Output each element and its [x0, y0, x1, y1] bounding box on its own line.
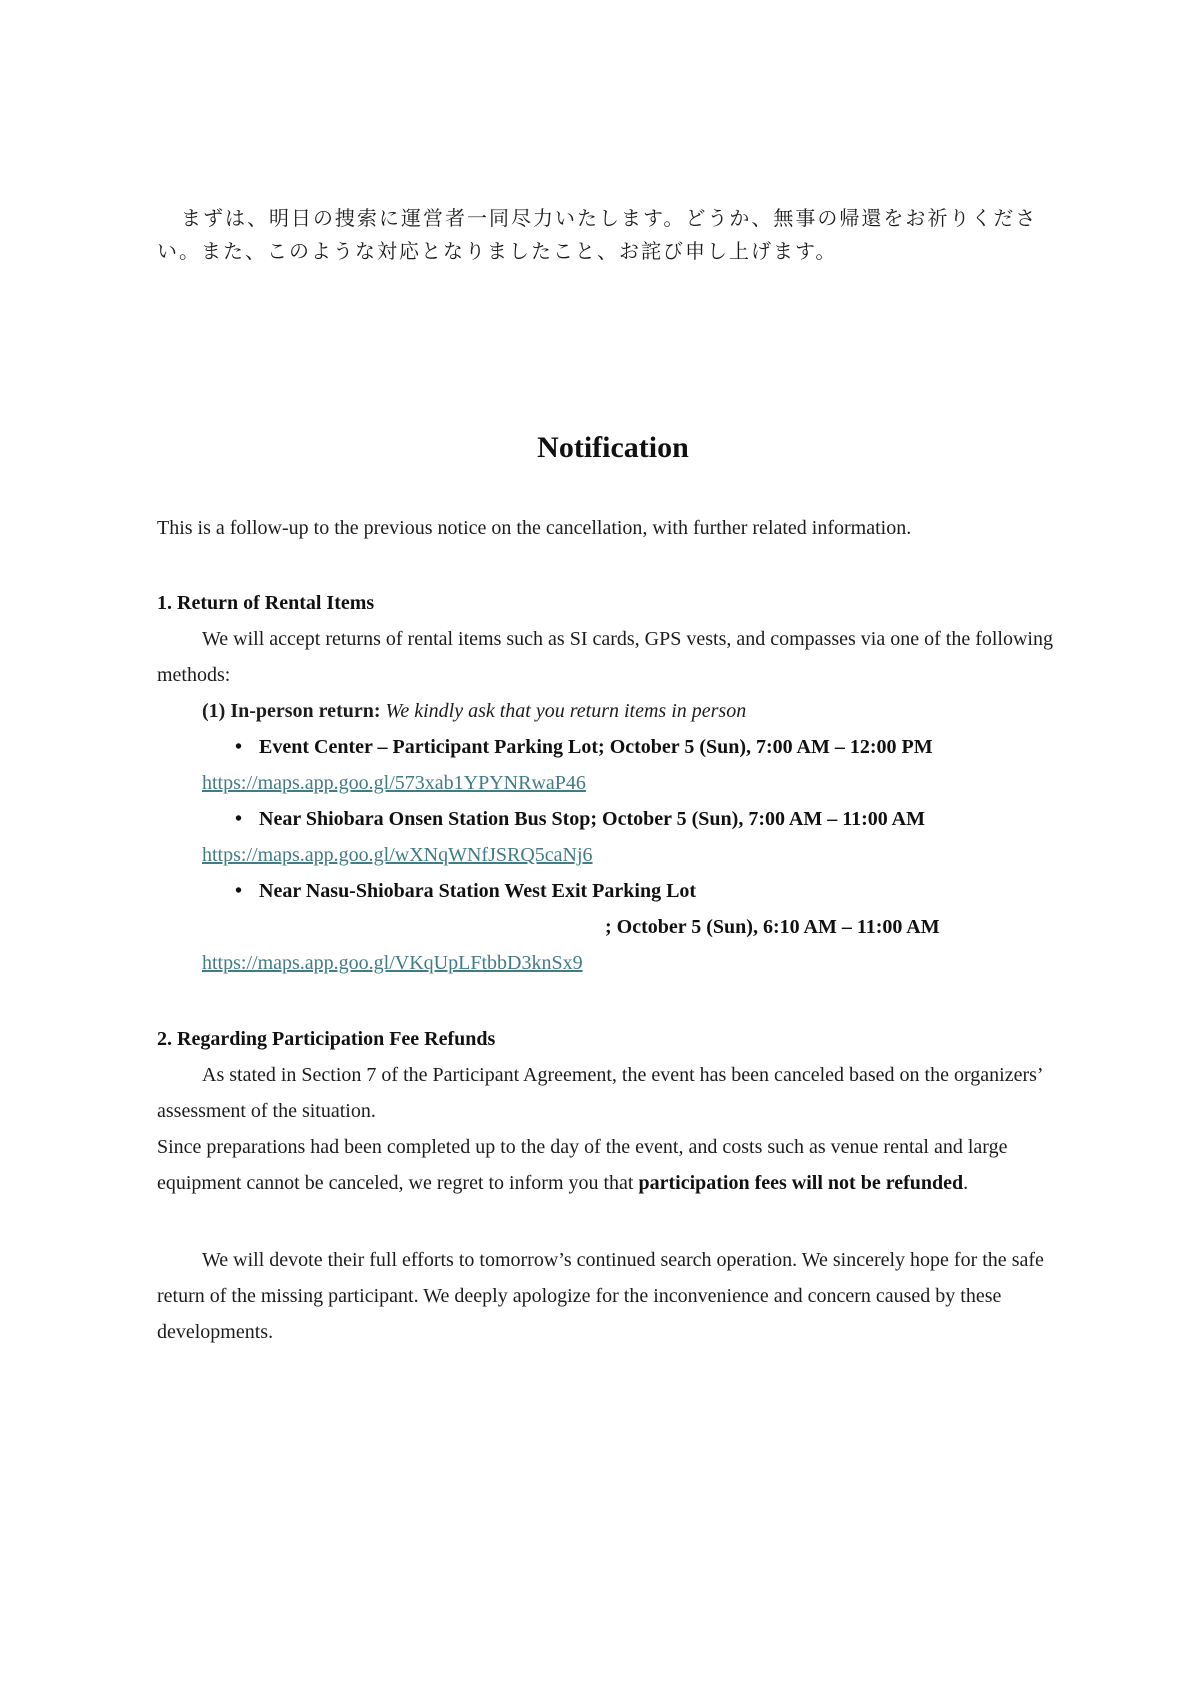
bullet-item-shiobara-onsen: [157, 801, 1069, 837]
bullet-label: Near Nasu-Shiobara Station West Exit Parking Lot: [259, 880, 697, 902]
map-link-event-center[interactable]: https://maps.app.goo.gl/573xab1YPYNRwaP46: [202, 772, 586, 794]
bullet-time-continuation: ; October 5 (Sun), 6:10 AM – 11:00 AM: [605, 916, 940, 938]
intro-paragraph: This is a follow-up to the previous notice on the cancellation, with further related information.: [157, 517, 912, 539]
map-link-row: [157, 765, 1069, 801]
japanese-line: まずは、明日の捜索に運営者一同尽力いたします。どうか、無事の帰還をお祈りくださ: [181, 208, 1038, 230]
method-note: We kindly ask that you return items in person: [385, 700, 747, 722]
section-2-paragraph-2: [157, 1129, 1069, 1201]
bullet-item-event-center: [157, 729, 1069, 765]
page-title: Notification: [537, 431, 689, 464]
in-person-return-line: [157, 693, 1069, 729]
map-link-nasu-shiobara[interactable]: https://maps.app.goo.gl/VKqUpLFtbbD3knSx9: [202, 952, 583, 974]
map-link-row: [157, 837, 1069, 873]
bullet-item-nasu-shiobara: [157, 873, 1069, 909]
section-1-heading: 1. Return of Rental Items: [157, 592, 375, 614]
section-2-heading: 2. Regarding Participation Fee Refunds: [157, 1028, 496, 1050]
bullet-dot-icon: •: [235, 736, 243, 758]
bullet-dot-icon: •: [235, 808, 243, 830]
refund-text-bold: participation fees will not be refunded: [638, 1172, 964, 1194]
bullet-label: Near Shiobara Onsen Station Bus Stop; October 5 (Sun), 7:00 AM – 11:00 AM: [259, 808, 925, 830]
closing-paragraph: We will devote their full efforts to tomorrow’s continued search operation. We sincerely hope for the safe return of the missing participant. We deeply apologize for the inconvenience and concern caused by these developments.: [157, 1249, 1044, 1343]
map-link-shiobara-onsen[interactable]: https://maps.app.goo.gl/wXNqWNfJSRQ5caNj6: [202, 844, 593, 866]
section-1-body: We will accept returns of rental items such as SI cards, GPS vests, and compasses via one of the following methods:: [157, 628, 1053, 686]
refund-text-normal: Since preparations had been completed up to the day of the event, and costs such as venue rental and large equipment cannot be canceled, we regret to inform you that: [157, 1136, 1008, 1194]
japanese-line: い。また、このような対応となりましたこと、お詫び申し上げます。: [157, 241, 838, 263]
japanese-apology-paragraph: [157, 203, 1069, 269]
bullet-dot-icon: •: [235, 880, 243, 902]
section-2-paragraph-1: As stated in Section 7 of the Participant Agreement, the event has been canceled based on the organizers’ assessment of the situation.: [157, 1064, 1043, 1122]
method-label: (1) In-person return:: [202, 700, 381, 722]
bullet-label: Event Center – Participant Parking Lot; October 5 (Sun), 7:00 AM – 12:00 PM: [259, 736, 933, 758]
refund-text-period: .: [963, 1172, 969, 1194]
map-link-row: [157, 945, 1069, 981]
